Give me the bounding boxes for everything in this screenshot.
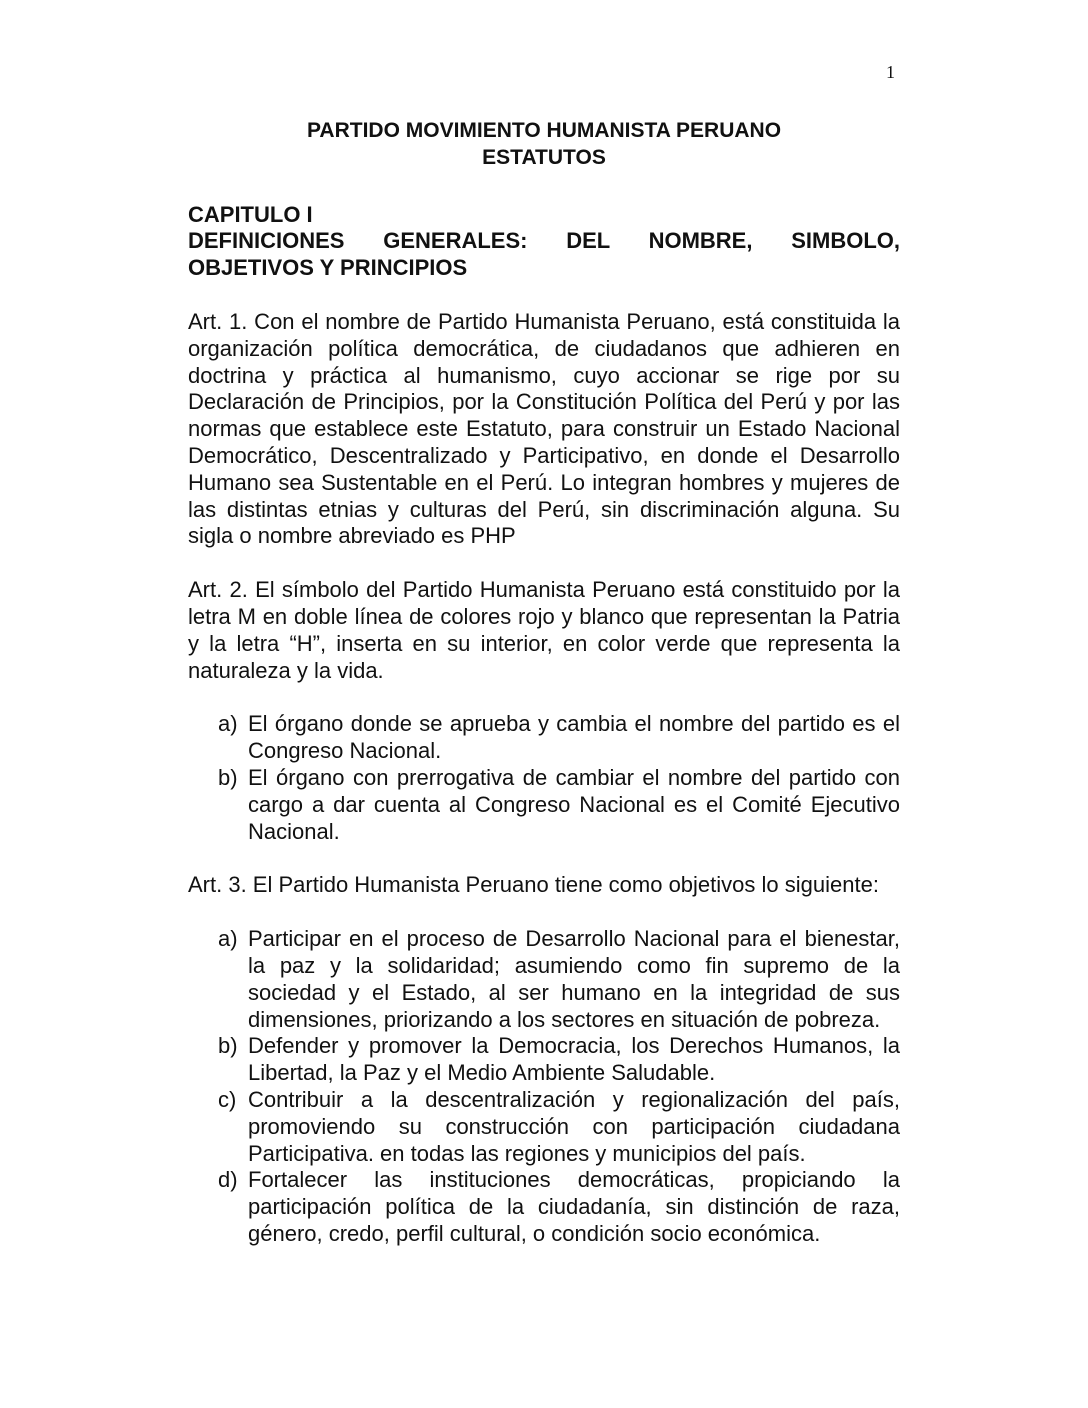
list-item-marker: a) <box>218 711 238 737</box>
page-number: 1 <box>886 62 895 82</box>
list-item <box>218 711 900 765</box>
list-item-marker: b) <box>218 764 238 790</box>
title-line-statutes: ESTATUTOS <box>482 145 606 169</box>
list-item-marker: b) <box>218 1033 238 1059</box>
title-line-party: PARTIDO MOVIMIENTO HUMANISTA PERUANO <box>306 119 782 142</box>
list-item-marker: a) <box>218 926 238 952</box>
list-item-text: Fortalecer las instituciones democráticas, propiciando la participación política de la ciudadanía, sin distinción de raza, género, credo, perfil cultural, o condición socio económica. <box>248 1167 900 1246</box>
list-item-marker: c) <box>218 1086 237 1112</box>
article-3-list <box>188 926 900 1248</box>
article-1: Art. 1. Con el nombre de Partido Humanista Peruano, está constituida la organización política democrática, de ciudadanos que adhieren en doctrina y práctica al humanismo, cuyo accionar se rige por su Declaración de Principios, por la Constitución Política del Perú y por las normas que establece este Estatuto, para construir un Estado Nacional Democrático, Descentralizado y Participativo, en donde el Desarrollo Humano sea Sustentable en el Perú. Lo integran hombres y mujeres de las distintas etnias y culturas del Perú, sin discriminación alguna. Su sigla o nombre abreviado es PHP <box>188 308 900 549</box>
chapter-label: CAPITULO I <box>188 201 313 227</box>
article-3: Art. 3. El Partido Humanista Peruano tiene como objetivos lo siguiente: <box>188 872 879 898</box>
chapter-title-line2: OBJETIVOS Y PRINCIPIOS <box>188 255 468 281</box>
list-item <box>218 1033 900 1087</box>
document-body <box>188 118 900 1275</box>
chapter-heading <box>188 202 900 282</box>
list-item <box>218 1167 900 1247</box>
list-item-marker: d) <box>218 1167 238 1193</box>
list-item <box>218 1087 900 1167</box>
list-item-text: El órgano donde se aprueba y cambia el nombre del partido es el Congreso Nacional. <box>248 711 900 764</box>
list-item-text: Participar en el proceso de Desarrollo Nacional para el bienestar, la paz y la solidaridad; asumiendo como fin supremo de la sociedad y el Estado, al ser humano en la integridad de sus dimensiones, priorizando a los sectores en situación de pobreza. <box>248 926 900 1032</box>
document-title <box>188 118 900 172</box>
list-item <box>218 765 900 845</box>
article-2-list <box>188 711 900 845</box>
list-item-text: Defender y promover la Democracia, los Derechos Humanos, la Libertad, la Paz y el Medio Ambiente Saludable. <box>248 1033 900 1086</box>
chapter-title-line1: DEFINICIONES GENERALES: DEL NOMBRE, SIMBOLO, <box>188 228 900 254</box>
list-item <box>218 926 900 1033</box>
list-item-text: Contribuir a la descentralización y regionalización del país, promoviendo su construcción con participación ciudadana Participativa. en todas las regiones y municipios del país. <box>248 1086 900 1166</box>
list-item-text: El órgano con prerrogativa de cambiar el nombre del partido con cargo a dar cuenta al Congreso Nacional es el Comité Ejecutivo Nacional. <box>248 764 900 844</box>
article-2: Art. 2. El símbolo del Partido Humanista Peruano está constituido por la letra M en doble línea de colores rojo y blanco que representan la Patria y la letra “H”, inserta en su interior, en color verde que representa la naturaleza y la vida. <box>188 577 900 683</box>
